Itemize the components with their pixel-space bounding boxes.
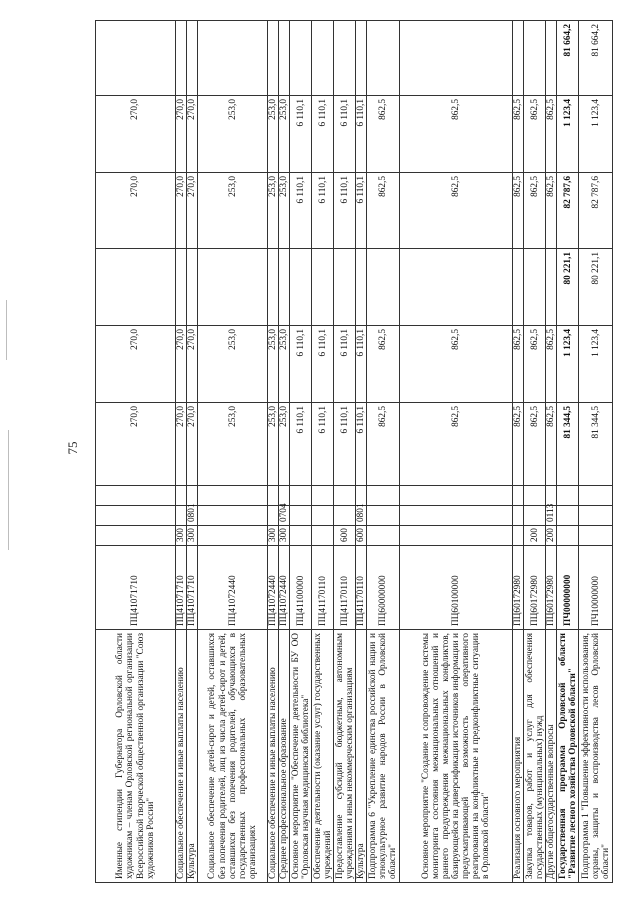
row-expense-type: 300 [176,526,187,546]
row-value-3: 80 221,1 [579,249,613,326]
row-expense-type [513,526,524,546]
row-value-5: 862,5 [524,96,546,173]
row-subsection [96,486,176,506]
budget-table [95,20,613,883]
row-value-3 [290,249,312,326]
row-target-article: ПЦ41071710 [96,546,176,630]
row-expense-type: 600 [356,526,367,546]
table-row [579,21,613,883]
row-value-5: 270,0 [96,96,176,173]
row-target-article: ПЦ41072440 [268,546,279,630]
row-value-5: 6 110,1 [290,96,312,173]
row-expense-type [96,526,176,546]
row-name: Государственная программа Орловской области "Развитие лесного хозяйства Орловской области" [557,630,579,883]
row-name: Социальное обеспечение и иные выплаты населению [176,630,187,883]
table-row [268,21,279,883]
row-target-article: ПЦ41170110 [312,546,334,630]
row-value-4: 253,0 [279,173,290,249]
row-section [579,506,613,526]
row-value-4: 270,0 [96,173,176,249]
row-expense-type [579,526,613,546]
row-value-2: 1 123,4 [579,326,613,403]
page-number: 75 [65,441,80,455]
table-row [356,21,367,883]
row-value-2: 862,5 [546,326,557,403]
row-value-3 [334,249,356,326]
row-value-2: 6 110,1 [334,326,356,403]
row-value-6 [96,21,176,96]
row-value-4: 862,5 [546,173,557,249]
row-value-3 [513,249,524,326]
row-value-1: 6 110,1 [290,403,312,486]
row-value-3 [279,249,290,326]
row-section [268,506,279,526]
row-name: Подпрограмма 6 "Укрепление единства российской нации и этнокультурное развитие народов России в Орловской области" [367,630,400,883]
row-value-2: 6 110,1 [356,326,367,403]
row-name: Основное мероприятие "Создание и сопровождение системы мониторинга состояния межнациональных отношений и раннего предупреждения межнациональных конфликтов, базирующейся на диверсификации источников информации и предусматривающей возможность оперативного реагирования на конфликтные и предконфликтные ситуации в Орловской области" [400,630,513,883]
table-body [96,21,613,883]
row-expense-type: 200 [524,526,546,546]
row-value-3 [400,249,513,326]
row-name: Реализация основного мероприятия [513,630,524,883]
row-value-5: 270,0 [187,96,198,173]
row-expense-type: 300 [279,526,290,546]
row-expense-type [400,526,513,546]
row-expense-type: 300 [268,526,279,546]
row-name: Культура [187,630,198,883]
table-row [279,21,290,883]
row-expense-type [367,526,400,546]
row-target-article: ПЦ60000000 [367,546,400,630]
row-value-6 [290,21,312,96]
row-target-article: ПЦ41100000 [290,546,312,630]
row-value-1: 6 110,1 [312,403,334,486]
row-value-1: 862,5 [524,403,546,486]
row-value-6 [312,21,334,96]
row-value-6 [400,21,513,96]
row-name: Именные стипендии Губернатора Орловской области художникам – членам Орловской региональной организации Всероссийской творческой общественной организации "Союз художников России" [96,630,176,883]
table-row [546,21,557,883]
row-value-4: 862,5 [367,173,400,249]
row-section: 0113 [546,506,557,526]
row-value-3 [268,249,279,326]
row-value-2: 253,0 [268,326,279,403]
row-subsection [513,486,524,506]
row-section [513,506,524,526]
row-value-5: 1 123,4 [557,96,579,173]
row-subsection [176,486,187,506]
row-target-article: ПЦ41071710 [187,546,198,630]
row-value-6 [356,21,367,96]
row-value-4: 253,0 [198,173,268,249]
row-value-5: 253,0 [268,96,279,173]
row-value-5: 6 110,1 [334,96,356,173]
row-value-5: 253,0 [198,96,268,173]
row-value-2: 862,5 [513,326,524,403]
table-row [513,21,524,883]
row-value-2: 6 110,1 [290,326,312,403]
row-name: Социальное обеспечение и иные выплаты населению [268,630,279,883]
row-name: Закупка товаров, работ и услуг для обеспечения государственных (муниципальных) нужд [524,630,546,883]
row-value-2: 270,0 [96,326,176,403]
row-name: Другие общегосударственные вопросы [546,630,557,883]
row-value-4: 6 110,1 [290,173,312,249]
row-value-3 [187,249,198,326]
row-expense-type: 600 [334,526,356,546]
table-row [198,21,268,883]
row-value-1: 253,0 [268,403,279,486]
row-value-6 [198,21,268,96]
row-subsection [198,486,268,506]
row-value-4: 6 110,1 [334,173,356,249]
row-subsection [579,486,613,506]
row-section [96,506,176,526]
row-value-3 [96,249,176,326]
row-subsection [546,486,557,506]
row-value-1: 862,5 [513,403,524,486]
table-row [290,21,312,883]
table-row [312,21,334,883]
row-value-1: 862,5 [546,403,557,486]
row-section: 0801 [356,506,367,526]
row-expense-type [198,526,268,546]
row-subsection [367,486,400,506]
row-value-6 [279,21,290,96]
row-value-3 [356,249,367,326]
row-subsection [400,486,513,506]
row-value-1: 253,0 [279,403,290,486]
row-value-2: 862,5 [400,326,513,403]
row-expense-type [557,526,579,546]
row-value-1: 253,0 [198,403,268,486]
table-row [367,21,400,883]
row-expense-type: 300 [187,526,198,546]
row-value-4: 270,0 [176,173,187,249]
row-value-5: 253,0 [279,96,290,173]
row-value-4: 862,5 [524,173,546,249]
row-section [334,506,356,526]
row-value-2: 270,0 [176,326,187,403]
table-row [557,21,579,883]
row-value-2: 862,5 [367,326,400,403]
row-target-article: ПЦ41071710 [176,546,187,630]
row-value-1: 270,0 [176,403,187,486]
table-row [334,21,356,883]
row-value-1: 862,5 [400,403,513,486]
row-target-article: ПЦ41072440 [198,546,268,630]
row-target-article: ПЦ60172980 [513,546,524,630]
row-section: 0801 [187,506,198,526]
row-value-1: 270,0 [96,403,176,486]
row-target-article: ПЦ41170110 [334,546,356,630]
row-section [557,506,579,526]
row-value-1: 862,5 [367,403,400,486]
row-subsection [312,486,334,506]
row-name: Среднее профессиональное образование [279,630,290,883]
row-value-3 [176,249,187,326]
row-value-4: 862,5 [513,173,524,249]
row-value-6 [513,21,524,96]
row-value-5: 270,0 [176,96,187,173]
row-section [524,506,546,526]
row-subsection [334,486,356,506]
row-name: Культура [356,630,367,883]
row-value-4: 6 110,1 [356,173,367,249]
row-value-1: 81 344,5 [557,403,579,486]
table-row [524,21,546,883]
row-value-6 [187,21,198,96]
row-value-6 [524,21,546,96]
row-target-article: ПЦ41072440 [279,546,290,630]
row-target-article: ПЧ00000000 [557,546,579,630]
row-value-6: 81 664,2 [579,21,613,96]
row-value-6 [176,21,187,96]
row-value-5: 6 110,1 [312,96,334,173]
row-target-article: ПЦ60100000 [400,546,513,630]
row-subsection [557,486,579,506]
row-value-1: 6 110,1 [356,403,367,486]
row-target-article: ПЦ60172980 [546,546,557,630]
row-name: Социальное обеспечение детей-сирот и детей, оставшихся без попечения родителей, лиц из числа детей-сирот и детей, оставшихся без попечения родителей, обучающихся в государственных профессиональных образовательных организациях [198,630,268,883]
table-row [400,21,513,883]
row-value-6 [334,21,356,96]
row-section [367,506,400,526]
row-value-5: 1 123,4 [579,96,613,173]
row-section [198,506,268,526]
row-value-1: 6 110,1 [334,403,356,486]
row-expense-type [290,526,312,546]
row-value-6: 81 664,2 [557,21,579,96]
row-value-3 [367,249,400,326]
table-row [176,21,187,883]
row-value-3 [546,249,557,326]
row-value-2: 862,5 [524,326,546,403]
row-value-6 [367,21,400,96]
row-value-2: 253,0 [279,326,290,403]
row-value-1: 270,0 [187,403,198,486]
row-target-article: ПЦ60172980 [524,546,546,630]
row-subsection [290,486,312,506]
row-value-5: 862,5 [400,96,513,173]
row-value-3 [198,249,268,326]
row-target-article: ПЦ41170110 [356,546,367,630]
row-section [312,506,334,526]
row-value-2: 6 110,1 [312,326,334,403]
row-expense-type [312,526,334,546]
table-row [187,21,198,883]
row-name: Подпрограмма 1 "Повышение эффективности использования, охраны, защиты и воспроизводства лесов Орловской области" [579,630,613,883]
row-section [400,506,513,526]
row-value-6 [268,21,279,96]
row-value-3 [312,249,334,326]
row-name: Основное мероприятие "Обеспечение деятельности БУ ОО "Орловская научная медицинская библиотека" [290,630,312,883]
row-value-5: 6 110,1 [356,96,367,173]
table-row [96,21,176,883]
row-value-5: 862,5 [367,96,400,173]
row-value-4: 82 787,6 [557,173,579,249]
row-value-5: 862,5 [513,96,524,173]
row-value-2: 1 123,4 [557,326,579,403]
row-expense-type: 200 [546,526,557,546]
row-section [290,506,312,526]
row-value-6 [546,21,557,96]
row-value-4: 6 110,1 [312,173,334,249]
row-name: Предоставление субсидий бюджетным, автономным учреждениям и иным некоммерческим организациям [334,630,356,883]
row-subsection [524,486,546,506]
row-value-4: 862,5 [400,173,513,249]
row-value-3: 80 221,1 [557,249,579,326]
row-name: Обеспечение деятельности (оказание услуг) государственных учреждений [312,630,334,883]
row-value-4: 270,0 [187,173,198,249]
row-section [176,506,187,526]
row-value-2: 253,0 [198,326,268,403]
row-subsection [268,486,279,506]
row-value-1: 81 344,5 [579,403,613,486]
row-value-5: 862,5 [546,96,557,173]
row-value-4: 82 787,6 [579,173,613,249]
row-value-2: 270,0 [187,326,198,403]
row-value-4: 253,0 [268,173,279,249]
row-target-article: ПЧ10000000 [579,546,613,630]
row-value-3 [524,249,546,326]
row-section: 0704 [279,506,290,526]
